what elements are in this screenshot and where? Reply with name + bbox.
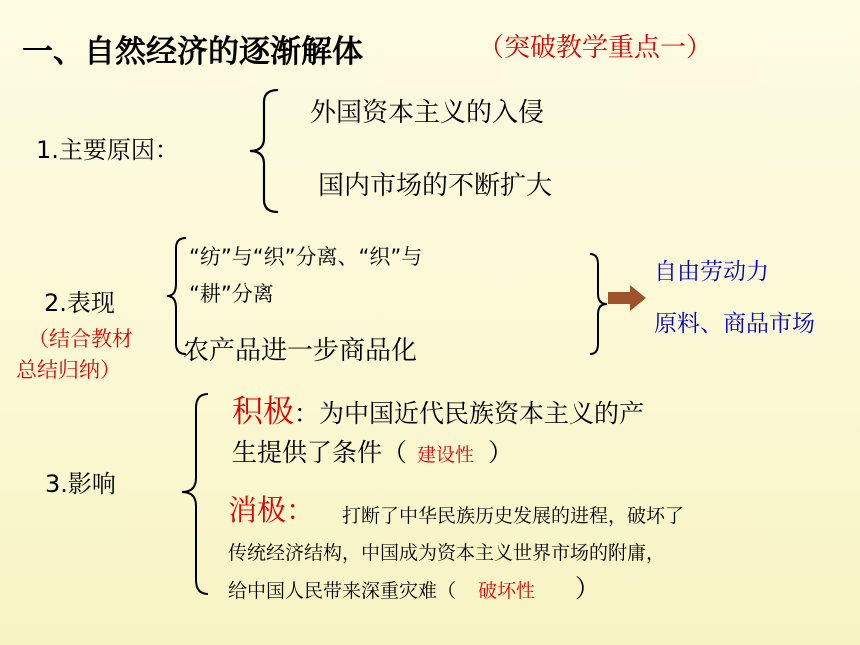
result-labor: 自由劳动力 <box>654 259 769 285</box>
positive-line2 <box>232 433 513 469</box>
negative-line3 <box>228 569 600 605</box>
page-title: 一、自然经济的逐渐解体 <box>22 34 363 70</box>
result-market: 原料、商品市场 <box>654 311 815 337</box>
section2-note-line1: （结合教材 <box>28 327 133 351</box>
section2-item1-line1: “纺”与“织”分离、“织”与 <box>189 245 423 269</box>
section2-note-line2: 总结归纳） <box>16 358 121 382</box>
title-note: （突破教学重点一） <box>478 33 713 63</box>
section1-item-2: 国内市场的不断扩大 <box>318 171 553 201</box>
positive-text-2: 生提供了条件（ <box>232 438 408 467</box>
positive-label: 积极 <box>232 394 294 430</box>
section2-label: 2.表现 <box>44 289 115 317</box>
section1-brace <box>244 88 284 214</box>
section3-brace <box>176 392 212 596</box>
negative-line1: 打断了中华民族历史发展的进程，破坏了 <box>342 505 685 527</box>
negative-tag: 破坏性 <box>478 580 536 602</box>
section2-arrow-icon <box>608 285 646 311</box>
positive-close: ） <box>488 438 514 467</box>
section1-item-1: 外国资本主义的入侵 <box>310 98 545 128</box>
negative-close: ） <box>575 574 601 603</box>
section2-right-brace <box>588 252 610 356</box>
section1-label: 1.主要原因： <box>36 136 179 164</box>
section2-item1-line2: “耕”分离 <box>189 282 274 306</box>
positive-text-1: ：为中国近代民族资本主义的产 <box>294 399 645 428</box>
negative-text-3: 给中国人民带来深重灾难（ <box>228 580 457 602</box>
negative-label: 消极： <box>228 493 316 527</box>
positive-tag: 建设性 <box>417 444 475 466</box>
negative-line2: 传统经济结构，中国成为资本主义世界市场的附庸， <box>228 542 666 564</box>
section3-label: 3.影响 <box>45 470 116 498</box>
section2-item2: 农产品进一步商品化 <box>183 336 418 366</box>
positive-line1 <box>232 386 644 431</box>
